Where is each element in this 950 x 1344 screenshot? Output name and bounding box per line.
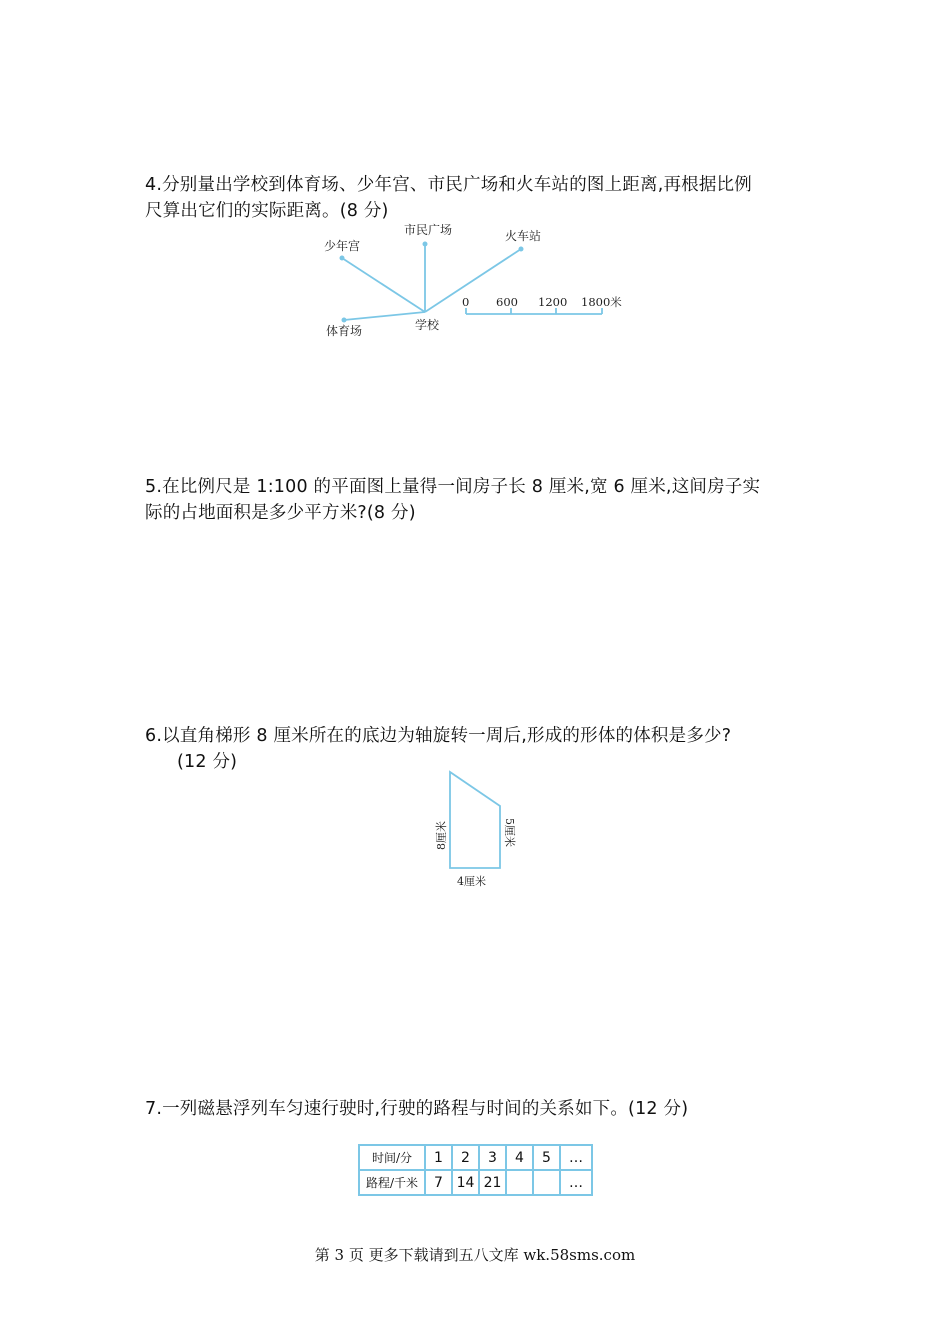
right-side-label: 5厘米 <box>503 818 516 847</box>
table-cell: 4 <box>506 1145 533 1170</box>
label-school: 学校 <box>415 318 440 332</box>
question-4 <box>145 172 815 224</box>
bottom-side-label: 4厘米 <box>457 875 486 888</box>
table-row-distance <box>359 1170 592 1195</box>
label-shaonian: 少年宫 <box>324 239 361 253</box>
table-cell: 14 <box>452 1170 479 1195</box>
point-huoche <box>519 247 524 252</box>
line-to-shaonian <box>342 258 425 312</box>
label-tiyu: 体育场 <box>326 324 363 338</box>
trapezoid-figure <box>420 760 530 900</box>
table-cell-empty <box>506 1170 533 1195</box>
table-cell: 2 <box>452 1145 479 1170</box>
table-header-distance: 路程/千米 <box>359 1170 425 1195</box>
question-7 <box>145 1096 815 1122</box>
point-shimin <box>423 242 428 247</box>
school-map-figure <box>300 218 640 348</box>
label-huoche: 火车站 <box>505 229 542 243</box>
table-cell: 3 <box>479 1145 506 1170</box>
question-5 <box>145 474 815 526</box>
table-cell: 7 <box>425 1170 452 1195</box>
scale-tick-1800: 1800米 <box>581 295 622 309</box>
scale-tick-0: 0 <box>462 295 470 309</box>
table-row-time <box>359 1145 592 1170</box>
left-side-label: 8厘米 <box>435 821 448 850</box>
point-tiyu <box>342 318 347 323</box>
table-cell: 1 <box>425 1145 452 1170</box>
line-to-tiyu <box>344 312 425 320</box>
question-6-line2: (12 分) <box>177 752 238 772</box>
question-7-line1: 7.一列磁悬浮列车匀速行驶时,行驶的路程与时间的关系如下。(12 分) <box>145 1099 689 1119</box>
time-distance-table <box>358 1144 593 1196</box>
right-trapezoid <box>450 772 500 868</box>
point-shaonian <box>340 256 345 261</box>
label-shimin: 市民广场 <box>404 223 453 237</box>
table-cell-empty <box>533 1170 560 1195</box>
scale-tick-1200: 1200 <box>538 295 568 309</box>
table-cell: … <box>560 1145 592 1170</box>
table-cell: … <box>560 1170 592 1195</box>
question-6-line1: 6.以直角梯形 8 厘米所在的底边为轴旋转一周后,形成的形体的体积是多少? <box>145 726 732 746</box>
table-cell: 21 <box>479 1170 506 1195</box>
page-footer: 第 3 页 更多下载请到五八文库 wk.58sms.com <box>314 1246 636 1264</box>
question-5-line2: 际的占地面积是多少平方米?(8 分) <box>145 503 416 523</box>
table-cell: 5 <box>533 1145 560 1170</box>
question-5-line1: 5.在比例尺是 1:100 的平面图上量得一间房子长 8 厘米,宽 6 厘米,这间房子实 <box>145 477 761 497</box>
scale-tick-600: 600 <box>496 295 518 309</box>
table-header-time: 时间/分 <box>359 1145 425 1170</box>
question-4-line2: 尺算出它们的实际距离。(8 分) <box>145 201 389 221</box>
question-4-line1: 4.分别量出学校到体育场、少年宫、市民广场和火车站的图上距离,再根据比例 <box>145 175 752 195</box>
